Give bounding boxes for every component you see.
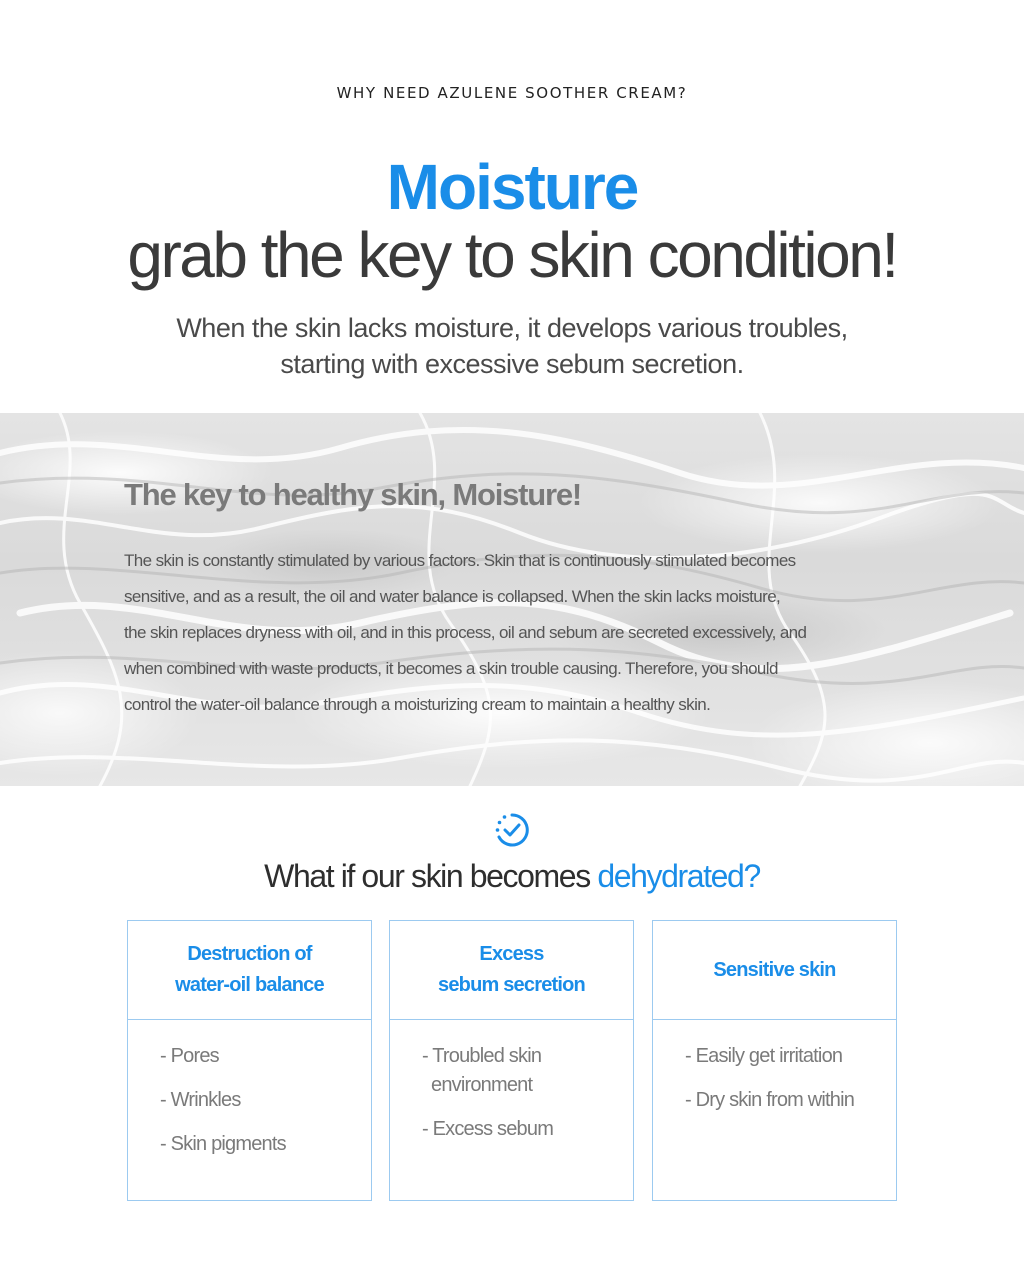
card-title [390,921,633,1020]
eyebrow-title: WHY NEED AZULENE SOOTHER CREAM? [336,84,688,102]
card-water-oil-balance [127,920,372,1201]
moisture-panel-body-line: sensitive, and as a result, the oil and water balance is collapsed. When the skin lacks moisture, [124,587,781,606]
list-item-continuation: environment [431,1074,533,1096]
question-accent: dehydrated? [597,858,760,894]
list-item [390,1042,633,1100]
list-item: - Dry skin from within [685,1089,855,1111]
card-title-line: sebum secretion [438,974,585,996]
moisture-panel-body-line: when combined with waste products, it becomes a skin trouble causing. Therefore, you should [124,659,778,678]
card-sebum-secretion [389,920,634,1201]
effect-cards [127,920,897,1201]
hero-accent-word: Moisture [386,151,638,223]
card-title-line: water-oil balance [175,974,324,996]
list-item: - Excess sebum [422,1118,554,1140]
hero-subtitle-line: When the skin lacks moisture, it develops various troubles, [176,313,848,343]
card-title-line: Excess [479,943,544,965]
card-title-line: Sensitive skin [713,958,836,981]
moisture-panel-body-line: the skin replaces dryness with oil, and in this process, oil and sebum are secreted excessively, and [124,623,807,642]
list-item: - Wrinkles [160,1089,241,1111]
card-list [653,1020,896,1115]
hero-subtitle-line: starting with excessive sebum secretion. [280,349,744,379]
moisture-panel-body-line: control the water-oil balance through a moisturizing cream to maintain a healthy skin. [124,695,711,714]
moisture-panel-body [124,543,904,723]
card-title-line: Destruction of [187,943,312,965]
card-title [128,921,371,1020]
list-item: - Skin pigments [160,1133,286,1155]
question-prefix: What if our skin becomes [264,858,598,894]
card-title [653,921,896,1020]
list-item: - Pores [160,1045,219,1067]
card-sensitive-skin [652,920,897,1201]
check-circle-icon [493,811,531,849]
moisture-panel-title: The key to healthy skin, Moisture! [124,477,582,512]
moisture-panel-body-line: The skin is constantly stimulated by various factors. Skin that is continuously stimulated becomes [124,551,796,570]
hero-subtitle [0,310,1024,382]
dehydration-question [0,858,1024,895]
list-item-text: - Troubled skin [422,1045,542,1067]
hero-title: grab the key to skin condition! [127,219,897,291]
list-item: - Easily get irritation [685,1045,843,1067]
card-list [128,1020,371,1159]
moisture-panel [0,413,1024,786]
card-list [390,1020,633,1144]
